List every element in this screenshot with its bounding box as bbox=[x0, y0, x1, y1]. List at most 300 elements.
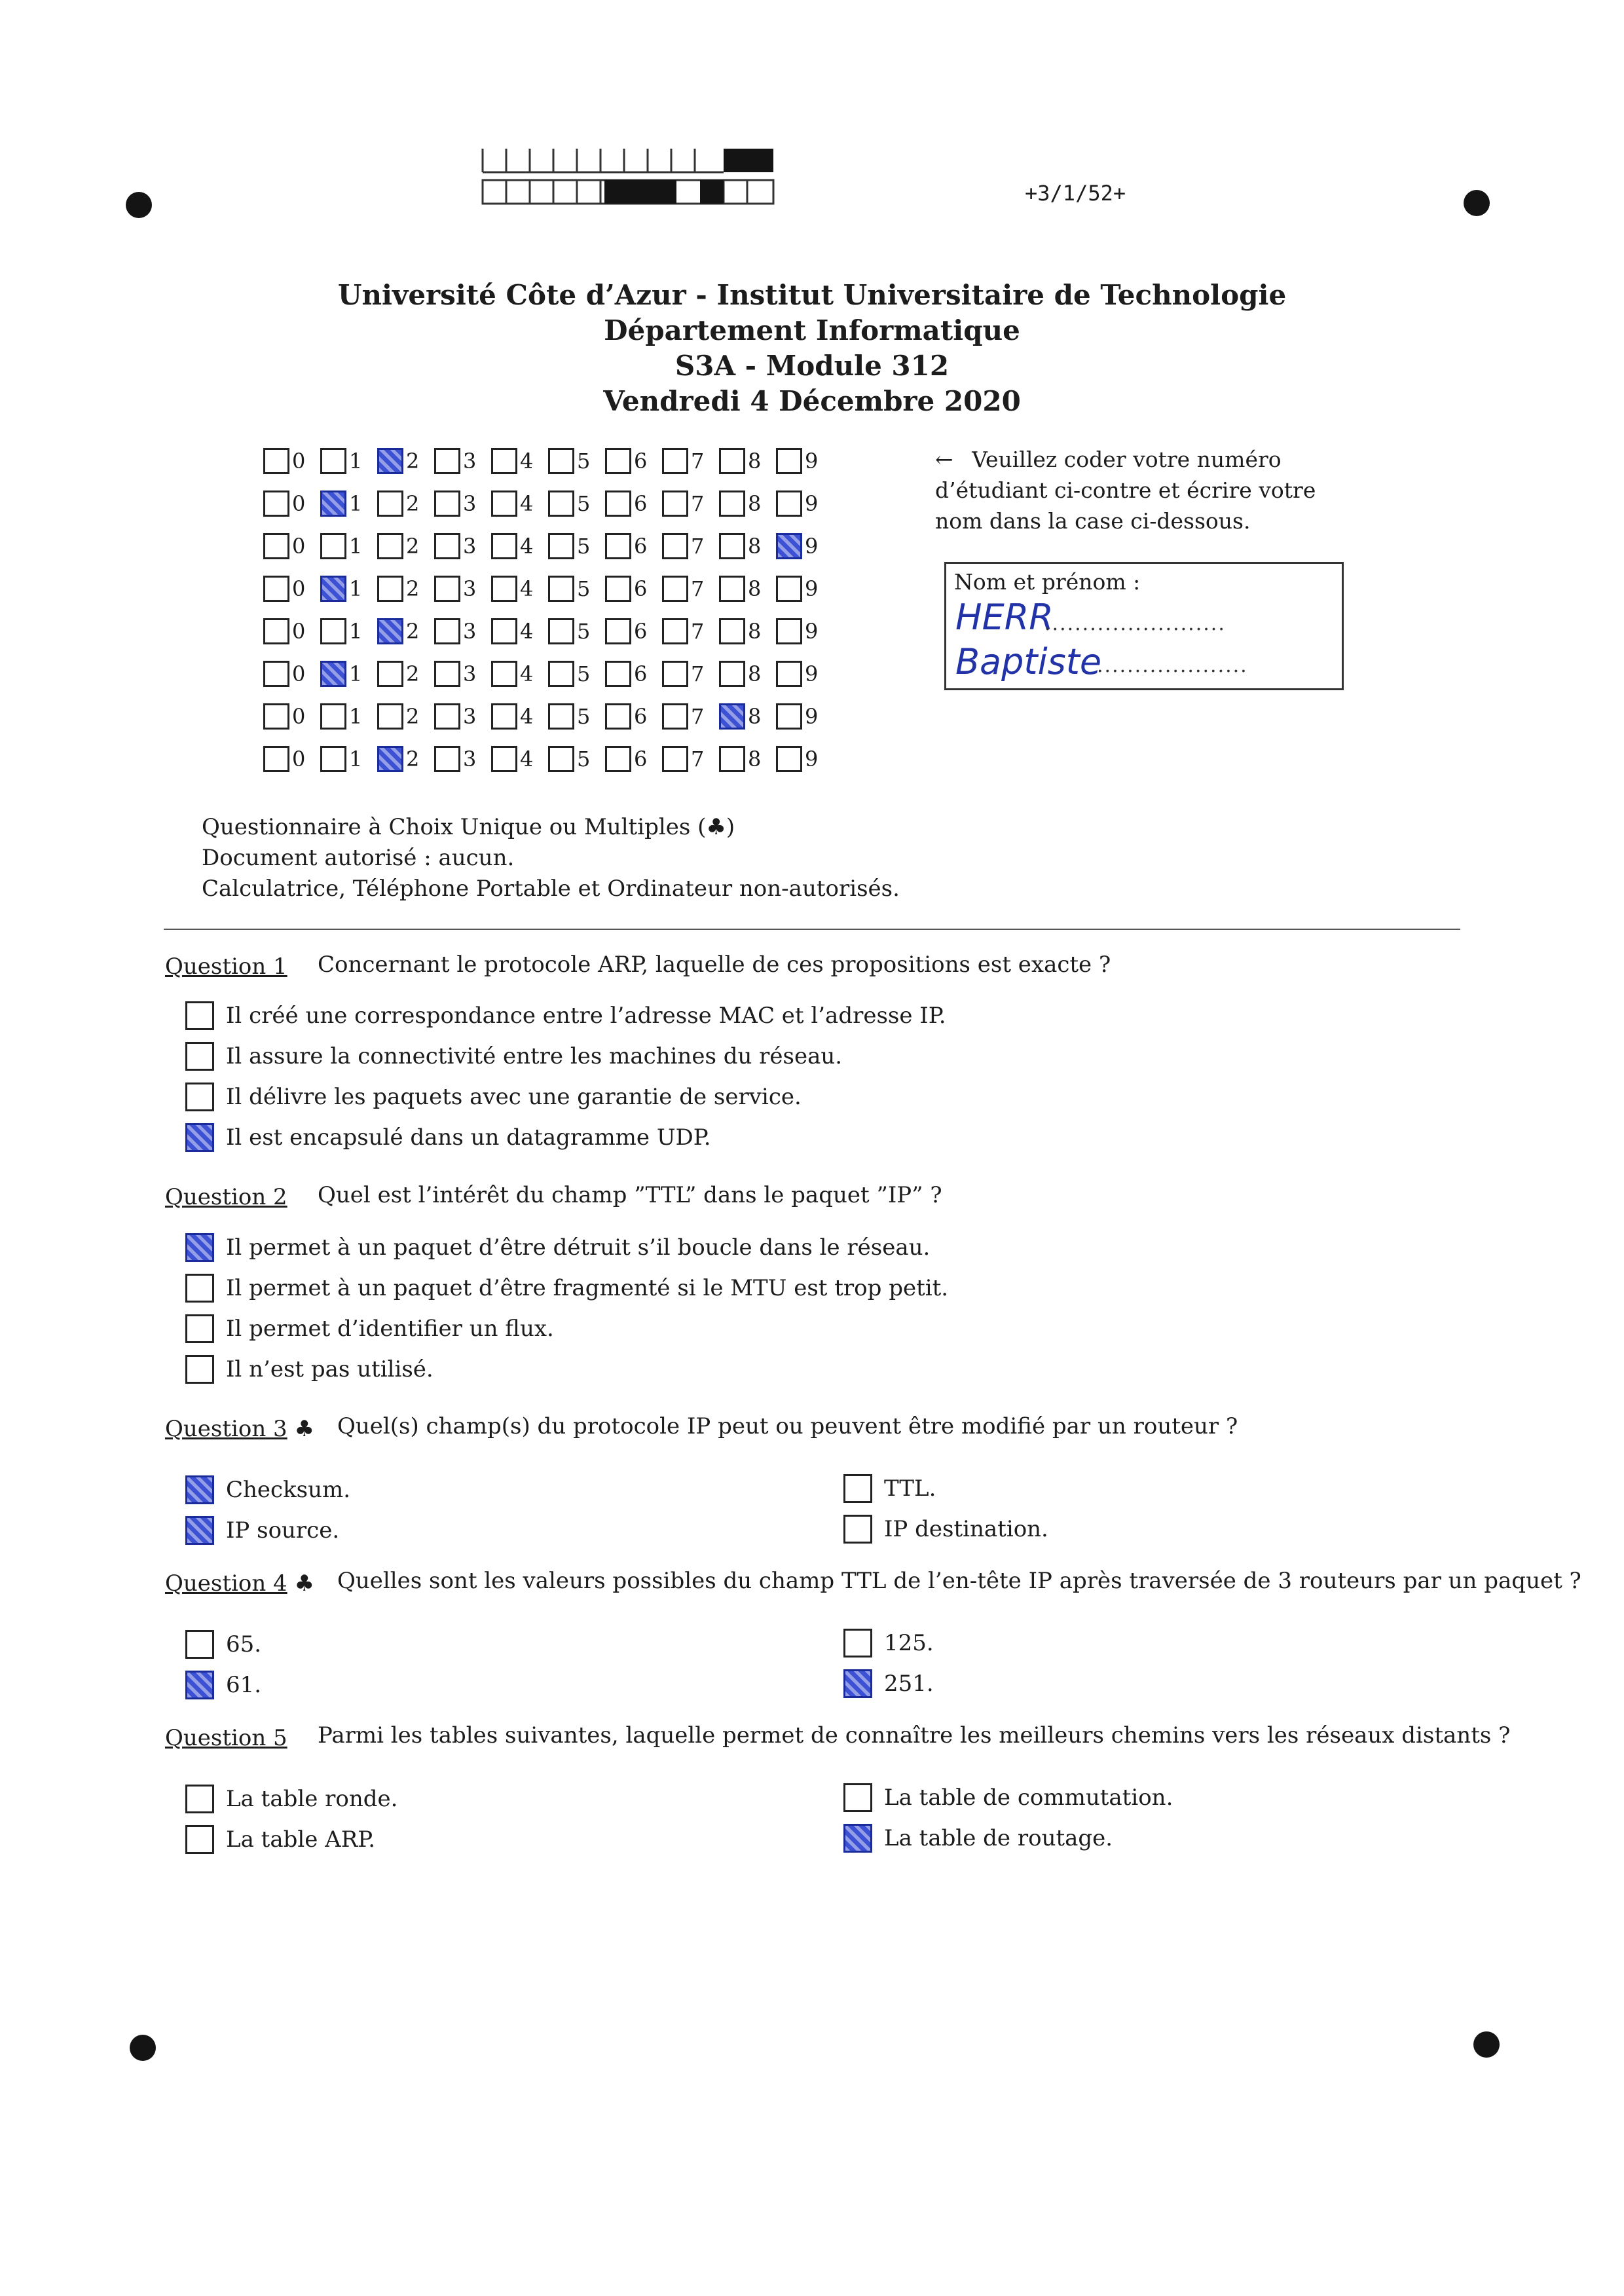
digit-checkbox[interactable] bbox=[491, 533, 517, 559]
digit-option[interactable] bbox=[548, 746, 605, 772]
digit-option[interactable] bbox=[491, 491, 548, 517]
digit-option[interactable] bbox=[605, 618, 662, 644]
digit-label: 5 bbox=[577, 747, 591, 771]
digit-option[interactable] bbox=[605, 661, 662, 687]
intro-line-qcm: Questionnaire à Choix Unique ou Multiples (♣) bbox=[202, 814, 735, 840]
digit-label: 7 bbox=[691, 747, 705, 771]
digit-label: 9 bbox=[805, 491, 819, 516]
q4-option-1[interactable]: 65. bbox=[185, 1628, 261, 1661]
digit-option[interactable] bbox=[776, 576, 833, 602]
checkbox[interactable] bbox=[185, 1630, 214, 1659]
digit-option[interactable] bbox=[263, 703, 320, 730]
digit-checkbox[interactable] bbox=[377, 661, 403, 687]
digit-option[interactable] bbox=[377, 491, 434, 517]
digit-label: 8 bbox=[748, 619, 762, 644]
digit-label: 4 bbox=[520, 661, 534, 686]
digit-option[interactable] bbox=[719, 703, 776, 730]
digit-option[interactable] bbox=[662, 448, 719, 474]
student-number-row bbox=[263, 613, 833, 650]
q1-option-4[interactable]: Il est encapsulé dans un datagramme UDP. bbox=[185, 1121, 711, 1154]
name-label: Nom et prénom : bbox=[954, 569, 1141, 595]
digit-option[interactable] bbox=[434, 746, 491, 772]
digit-option[interactable] bbox=[263, 491, 320, 517]
digit-checkbox[interactable] bbox=[434, 618, 460, 644]
digit-checkbox[interactable] bbox=[320, 618, 346, 644]
club-icon: ♣ bbox=[294, 1570, 314, 1597]
digit-option[interactable] bbox=[605, 703, 662, 730]
digit-label: 2 bbox=[406, 661, 420, 686]
q4-option-2[interactable]: 61. bbox=[185, 1669, 261, 1701]
q1-option-1[interactable]: Il créé une correspondance entre l’adresse MAC et l’adresse IP. bbox=[185, 999, 946, 1032]
digit-option[interactable] bbox=[662, 618, 719, 644]
digit-checkbox[interactable] bbox=[662, 448, 688, 474]
digit-option[interactable] bbox=[719, 448, 776, 474]
digit-option[interactable] bbox=[377, 661, 434, 687]
digit-option[interactable] bbox=[605, 533, 662, 559]
digit-option[interactable] bbox=[263, 746, 320, 772]
digit-checkbox[interactable] bbox=[434, 576, 460, 602]
digit-label: 8 bbox=[748, 747, 762, 771]
digit-checkbox[interactable] bbox=[377, 491, 403, 517]
checkbox[interactable] bbox=[185, 1233, 214, 1262]
digit-checkbox[interactable] bbox=[719, 703, 745, 730]
digit-checkbox[interactable] bbox=[605, 576, 631, 602]
digit-option[interactable] bbox=[263, 661, 320, 687]
digit-label: 0 bbox=[292, 534, 306, 559]
checkbox[interactable] bbox=[185, 1785, 214, 1813]
digit-option[interactable] bbox=[776, 661, 833, 687]
digit-option[interactable] bbox=[434, 576, 491, 602]
digit-checkbox[interactable] bbox=[548, 448, 574, 474]
q2-option-1[interactable]: Il permet à un paquet d’être détruit s’il boucle dans le réseau. bbox=[185, 1231, 930, 1264]
digit-checkbox[interactable] bbox=[491, 448, 517, 474]
digit-checkbox[interactable] bbox=[548, 576, 574, 602]
digit-option[interactable] bbox=[719, 576, 776, 602]
digit-checkbox[interactable] bbox=[548, 746, 574, 772]
digit-checkbox[interactable] bbox=[719, 746, 745, 772]
digit-label: 0 bbox=[292, 491, 306, 516]
digit-label: 1 bbox=[349, 449, 363, 473]
name-box[interactable] bbox=[944, 562, 1344, 690]
digit-option[interactable] bbox=[548, 661, 605, 687]
exam-intro bbox=[202, 812, 900, 904]
question-2-label: Question 2 bbox=[165, 1184, 287, 1210]
student-number-row bbox=[263, 485, 833, 522]
digit-label: 4 bbox=[520, 449, 534, 473]
q3-option-2[interactable]: IP source. bbox=[185, 1514, 339, 1547]
digit-checkbox[interactable] bbox=[776, 491, 802, 517]
digit-label: 3 bbox=[463, 534, 477, 559]
digit-label: 9 bbox=[805, 449, 819, 473]
digit-option[interactable] bbox=[434, 491, 491, 517]
q3-option-4[interactable]: IP destination. bbox=[843, 1513, 1048, 1546]
digit-label: 9 bbox=[805, 576, 819, 601]
digit-label: 1 bbox=[349, 491, 363, 516]
digit-label: 5 bbox=[577, 491, 591, 516]
checkbox[interactable] bbox=[185, 1475, 214, 1504]
digit-checkbox[interactable] bbox=[491, 746, 517, 772]
digit-checkbox[interactable] bbox=[719, 533, 745, 559]
digit-option[interactable] bbox=[776, 448, 833, 474]
q2-option-4[interactable]: Il n’est pas utilisé. bbox=[185, 1353, 434, 1386]
digit-label: 5 bbox=[577, 704, 591, 729]
digit-checkbox[interactable] bbox=[320, 576, 346, 602]
checkbox[interactable] bbox=[843, 1783, 872, 1812]
digit-option[interactable] bbox=[491, 448, 548, 474]
checkbox[interactable] bbox=[185, 1042, 214, 1071]
digit-checkbox[interactable] bbox=[434, 491, 460, 517]
digit-option[interactable] bbox=[434, 618, 491, 644]
digit-checkbox[interactable] bbox=[377, 618, 403, 644]
digit-option[interactable] bbox=[491, 618, 548, 644]
digit-label: 2 bbox=[406, 704, 420, 729]
digit-checkbox[interactable] bbox=[662, 533, 688, 559]
digit-option[interactable] bbox=[719, 491, 776, 517]
digit-label: 6 bbox=[634, 619, 648, 644]
digit-label: 5 bbox=[577, 661, 591, 686]
digit-checkbox[interactable] bbox=[491, 576, 517, 602]
digit-checkbox[interactable] bbox=[719, 576, 745, 602]
digit-label: 5 bbox=[577, 619, 591, 644]
digit-option[interactable] bbox=[320, 491, 377, 517]
student-number-row bbox=[263, 443, 833, 479]
digit-option[interactable] bbox=[605, 746, 662, 772]
digit-checkbox[interactable] bbox=[662, 661, 688, 687]
digit-label: 8 bbox=[748, 491, 762, 516]
digit-checkbox[interactable] bbox=[263, 618, 289, 644]
checkbox[interactable] bbox=[185, 1274, 214, 1303]
checkbox[interactable] bbox=[185, 1001, 214, 1030]
q5-option-1[interactable]: La table ronde. bbox=[185, 1783, 397, 1815]
digit-checkbox[interactable] bbox=[434, 746, 460, 772]
digit-option[interactable] bbox=[548, 618, 605, 644]
digit-label: 3 bbox=[463, 449, 477, 473]
digit-label: 3 bbox=[463, 491, 477, 516]
digit-checkbox[interactable] bbox=[491, 618, 517, 644]
digit-option[interactable] bbox=[662, 533, 719, 559]
digit-option[interactable] bbox=[776, 491, 833, 517]
digit-checkbox[interactable] bbox=[548, 661, 574, 687]
digit-option[interactable] bbox=[320, 746, 377, 772]
question-5-label: Question 5 bbox=[165, 1725, 287, 1751]
digit-option[interactable] bbox=[320, 618, 377, 644]
digit-option[interactable] bbox=[434, 661, 491, 687]
digit-label: 5 bbox=[577, 449, 591, 473]
checkbox[interactable] bbox=[843, 1824, 872, 1853]
digit-label: 3 bbox=[463, 747, 477, 771]
q5-option-4[interactable]: La table de routage. bbox=[843, 1822, 1113, 1855]
digit-checkbox[interactable] bbox=[320, 746, 346, 772]
digit-label: 3 bbox=[463, 619, 477, 644]
digit-label: 2 bbox=[406, 491, 420, 516]
digit-label: 1 bbox=[349, 576, 363, 601]
digit-option[interactable] bbox=[377, 448, 434, 474]
digit-option[interactable] bbox=[719, 618, 776, 644]
digit-checkbox[interactable] bbox=[548, 703, 574, 730]
digit-option[interactable] bbox=[491, 661, 548, 687]
digit-label: 5 bbox=[577, 534, 591, 559]
digit-checkbox[interactable] bbox=[719, 448, 745, 474]
q3-option-1[interactable]: Checksum. bbox=[185, 1473, 350, 1506]
checkbox[interactable] bbox=[843, 1474, 872, 1503]
digit-option[interactable] bbox=[605, 491, 662, 517]
digit-checkbox[interactable] bbox=[776, 448, 802, 474]
checkbox[interactable] bbox=[185, 1825, 214, 1854]
digit-checkbox[interactable] bbox=[263, 533, 289, 559]
digit-checkbox[interactable] bbox=[263, 448, 289, 474]
instructions bbox=[935, 444, 1354, 536]
digit-option[interactable] bbox=[320, 448, 377, 474]
checkbox[interactable] bbox=[185, 1516, 214, 1545]
checkbox[interactable] bbox=[185, 1355, 214, 1384]
q2-option-3[interactable]: Il permet d’identifier un flux. bbox=[185, 1312, 554, 1345]
digit-checkbox[interactable] bbox=[263, 576, 289, 602]
digit-checkbox[interactable] bbox=[491, 491, 517, 517]
digit-checkbox[interactable] bbox=[605, 746, 631, 772]
digit-option[interactable] bbox=[491, 576, 548, 602]
handwritten-surname: HERR bbox=[955, 597, 1054, 638]
digit-checkbox[interactable] bbox=[605, 703, 631, 730]
digit-checkbox[interactable] bbox=[605, 448, 631, 474]
digit-option[interactable] bbox=[548, 576, 605, 602]
digit-checkbox[interactable] bbox=[491, 661, 517, 687]
digit-label: 6 bbox=[634, 449, 648, 473]
digit-label: 7 bbox=[691, 491, 705, 516]
digit-option[interactable] bbox=[320, 533, 377, 559]
q5-option-2[interactable]: La table ARP. bbox=[185, 1823, 375, 1856]
digit-option[interactable] bbox=[377, 576, 434, 602]
digit-option[interactable] bbox=[776, 618, 833, 644]
digit-label: 6 bbox=[634, 747, 648, 771]
question-1-text: Concernant le protocole ARP, laquelle de ces propositions est exacte ? bbox=[318, 952, 1111, 978]
digit-option[interactable] bbox=[662, 491, 719, 517]
digit-checkbox[interactable] bbox=[320, 448, 346, 474]
digit-option[interactable] bbox=[776, 703, 833, 730]
digit-option[interactable] bbox=[662, 576, 719, 602]
digit-option[interactable] bbox=[605, 448, 662, 474]
digit-checkbox[interactable] bbox=[434, 661, 460, 687]
checkbox[interactable] bbox=[843, 1669, 872, 1698]
digit-checkbox[interactable] bbox=[320, 703, 346, 730]
digit-checkbox[interactable] bbox=[263, 746, 289, 772]
q4-option-4[interactable]: 251. bbox=[843, 1667, 934, 1700]
digit-option[interactable] bbox=[434, 448, 491, 474]
q4-option-3[interactable]: 125. bbox=[843, 1627, 934, 1659]
digit-checkbox[interactable] bbox=[320, 533, 346, 559]
digit-label: 2 bbox=[406, 619, 420, 644]
question-1-heading bbox=[165, 954, 287, 980]
q1-option-2[interactable]: Il assure la connectivité entre les machines du réseau. bbox=[185, 1040, 842, 1073]
digit-option[interactable] bbox=[776, 746, 833, 772]
digit-label: 8 bbox=[748, 661, 762, 686]
exam-date: Vendredi 4 Décembre 2020 bbox=[603, 385, 1021, 417]
digit-option[interactable] bbox=[263, 576, 320, 602]
question-4-heading bbox=[165, 1570, 314, 1597]
digit-label: 1 bbox=[349, 661, 363, 686]
digit-checkbox[interactable] bbox=[605, 533, 631, 559]
digit-label: 1 bbox=[349, 619, 363, 644]
department-title: Département Informatique bbox=[604, 314, 1020, 346]
digit-label: 4 bbox=[520, 704, 534, 729]
firstname-dots: .................... bbox=[1097, 654, 1248, 677]
digit-option[interactable] bbox=[377, 746, 434, 772]
digit-checkbox[interactable] bbox=[434, 448, 460, 474]
digit-label: 4 bbox=[520, 491, 534, 516]
handwritten-firstname: Baptiste bbox=[955, 641, 1102, 682]
digit-label: 7 bbox=[691, 576, 705, 601]
digit-checkbox[interactable] bbox=[719, 618, 745, 644]
digit-checkbox[interactable] bbox=[776, 576, 802, 602]
digit-option[interactable] bbox=[320, 703, 377, 730]
digit-checkbox[interactable] bbox=[662, 576, 688, 602]
club-icon: ♣ bbox=[294, 1416, 314, 1442]
digit-option[interactable] bbox=[263, 618, 320, 644]
digit-label: 8 bbox=[748, 704, 762, 729]
digit-checkbox[interactable] bbox=[776, 533, 802, 559]
registration-mark-top-left bbox=[126, 192, 152, 218]
digit-checkbox[interactable] bbox=[605, 661, 631, 687]
digit-label: 9 bbox=[805, 704, 819, 729]
digit-option[interactable] bbox=[491, 533, 548, 559]
digit-option[interactable] bbox=[548, 533, 605, 559]
digit-option[interactable] bbox=[320, 661, 377, 687]
university-title: Université Côte d’Azur - Institut Universitaire de Technologie bbox=[337, 279, 1287, 311]
digit-option[interactable] bbox=[776, 533, 833, 559]
digit-option[interactable] bbox=[434, 533, 491, 559]
digit-option[interactable] bbox=[662, 661, 719, 687]
intro-line-devices: Calculatrice, Téléphone Portable et Ordinateur non-autorisés. bbox=[202, 876, 900, 902]
checkbox[interactable] bbox=[185, 1314, 214, 1343]
sheet-code: +3/1/52+ bbox=[1025, 181, 1126, 206]
digit-checkbox[interactable] bbox=[776, 746, 802, 772]
digit-option[interactable] bbox=[719, 746, 776, 772]
digit-option[interactable] bbox=[605, 576, 662, 602]
digit-label: 1 bbox=[349, 704, 363, 729]
digit-option[interactable] bbox=[320, 576, 377, 602]
student-number-row bbox=[263, 698, 833, 735]
digit-option[interactable] bbox=[548, 703, 605, 730]
digit-checkbox[interactable] bbox=[776, 703, 802, 730]
digit-checkbox[interactable] bbox=[263, 661, 289, 687]
digit-label: 0 bbox=[292, 747, 306, 771]
digit-label: 6 bbox=[634, 534, 648, 559]
digit-checkbox[interactable] bbox=[377, 448, 403, 474]
q2-option-2[interactable]: Il permet à un paquet d’être fragmenté si le MTU est trop petit. bbox=[185, 1272, 948, 1305]
digit-option[interactable] bbox=[491, 703, 548, 730]
digit-label: 7 bbox=[691, 661, 705, 686]
digit-checkbox[interactable] bbox=[719, 661, 745, 687]
digit-checkbox[interactable] bbox=[377, 576, 403, 602]
q1-option-3[interactable]: Il délivre les paquets avec une garantie de service. bbox=[185, 1081, 802, 1113]
digit-checkbox[interactable] bbox=[263, 703, 289, 730]
digit-label: 2 bbox=[406, 534, 420, 559]
digit-checkbox[interactable] bbox=[377, 746, 403, 772]
digit-option[interactable] bbox=[377, 533, 434, 559]
surname-dots: ........................ bbox=[1044, 612, 1226, 635]
student-number-row bbox=[263, 570, 833, 607]
digit-option[interactable] bbox=[377, 703, 434, 730]
digit-option[interactable] bbox=[662, 703, 719, 730]
digit-label: 0 bbox=[292, 619, 306, 644]
digit-label: 3 bbox=[463, 576, 477, 601]
digit-checkbox[interactable] bbox=[605, 618, 631, 644]
digit-label: 5 bbox=[577, 576, 591, 601]
digit-checkbox[interactable] bbox=[263, 491, 289, 517]
digit-checkbox[interactable] bbox=[548, 491, 574, 517]
digit-checkbox[interactable] bbox=[662, 618, 688, 644]
registration-mark-bottom-right bbox=[1473, 2031, 1500, 2058]
digit-option[interactable] bbox=[263, 533, 320, 559]
question-3-label: Question 3 bbox=[165, 1416, 287, 1442]
digit-checkbox[interactable] bbox=[662, 703, 688, 730]
digit-label: 2 bbox=[406, 449, 420, 473]
digit-checkbox[interactable] bbox=[320, 661, 346, 687]
digit-option[interactable] bbox=[434, 703, 491, 730]
digit-option[interactable] bbox=[719, 661, 776, 687]
digit-checkbox[interactable] bbox=[377, 703, 403, 730]
checkbox[interactable] bbox=[185, 1083, 214, 1111]
digit-checkbox[interactable] bbox=[662, 491, 688, 517]
digit-option[interactable] bbox=[377, 618, 434, 644]
digit-checkbox[interactable] bbox=[434, 533, 460, 559]
digit-checkbox[interactable] bbox=[491, 703, 517, 730]
digit-option[interactable] bbox=[491, 746, 548, 772]
digit-checkbox[interactable] bbox=[377, 533, 403, 559]
digit-label: 8 bbox=[748, 576, 762, 601]
digit-label: 2 bbox=[406, 576, 420, 601]
digit-label: 2 bbox=[406, 747, 420, 771]
digit-checkbox[interactable] bbox=[548, 618, 574, 644]
digit-checkbox[interactable] bbox=[776, 618, 802, 644]
digit-checkbox[interactable] bbox=[605, 491, 631, 517]
digit-checkbox[interactable] bbox=[320, 491, 346, 517]
digit-option[interactable] bbox=[548, 448, 605, 474]
checkbox[interactable] bbox=[185, 1671, 214, 1699]
digit-checkbox[interactable] bbox=[434, 703, 460, 730]
digit-label: 6 bbox=[634, 661, 648, 686]
checkbox[interactable] bbox=[843, 1629, 872, 1657]
left-arrow-icon: ← bbox=[935, 447, 953, 472]
digit-label: 6 bbox=[634, 704, 648, 729]
question-4-text: Quelles sont les valeurs possibles du champ TTL de l’en-tête IP après traversée de 3 routeurs par un paquet ? bbox=[337, 1568, 1581, 1594]
student-number-row bbox=[263, 528, 833, 565]
question-3-text: Quel(s) champ(s) du protocole IP peut ou peuvent être modifié par un routeur ? bbox=[337, 1413, 1238, 1439]
q5-option-3[interactable]: La table de commutation. bbox=[843, 1781, 1173, 1814]
digit-label: 1 bbox=[349, 747, 363, 771]
digit-option[interactable] bbox=[263, 448, 320, 474]
digit-checkbox[interactable] bbox=[662, 746, 688, 772]
digit-option[interactable] bbox=[662, 746, 719, 772]
digit-option[interactable] bbox=[719, 533, 776, 559]
digit-label: 6 bbox=[634, 491, 648, 516]
digit-checkbox[interactable] bbox=[776, 661, 802, 687]
digit-label: 4 bbox=[520, 576, 534, 601]
checkbox[interactable] bbox=[843, 1515, 872, 1544]
question-2-heading bbox=[165, 1184, 287, 1210]
digit-label: 6 bbox=[634, 576, 648, 601]
instructions-text: Veuillez coder votre numéro d’étudiant ci-contre et écrire votre nom dans la case ci-dessous. bbox=[935, 447, 1316, 534]
digit-label: 9 bbox=[805, 534, 819, 559]
q3-option-3[interactable]: TTL. bbox=[843, 1472, 936, 1505]
checkbox[interactable] bbox=[185, 1123, 214, 1152]
digit-label: 9 bbox=[805, 747, 819, 771]
digit-checkbox[interactable] bbox=[548, 533, 574, 559]
digit-label: 7 bbox=[691, 619, 705, 644]
digit-option[interactable] bbox=[548, 491, 605, 517]
digit-label: 9 bbox=[805, 661, 819, 686]
digit-checkbox[interactable] bbox=[719, 491, 745, 517]
separator-line bbox=[164, 929, 1460, 930]
